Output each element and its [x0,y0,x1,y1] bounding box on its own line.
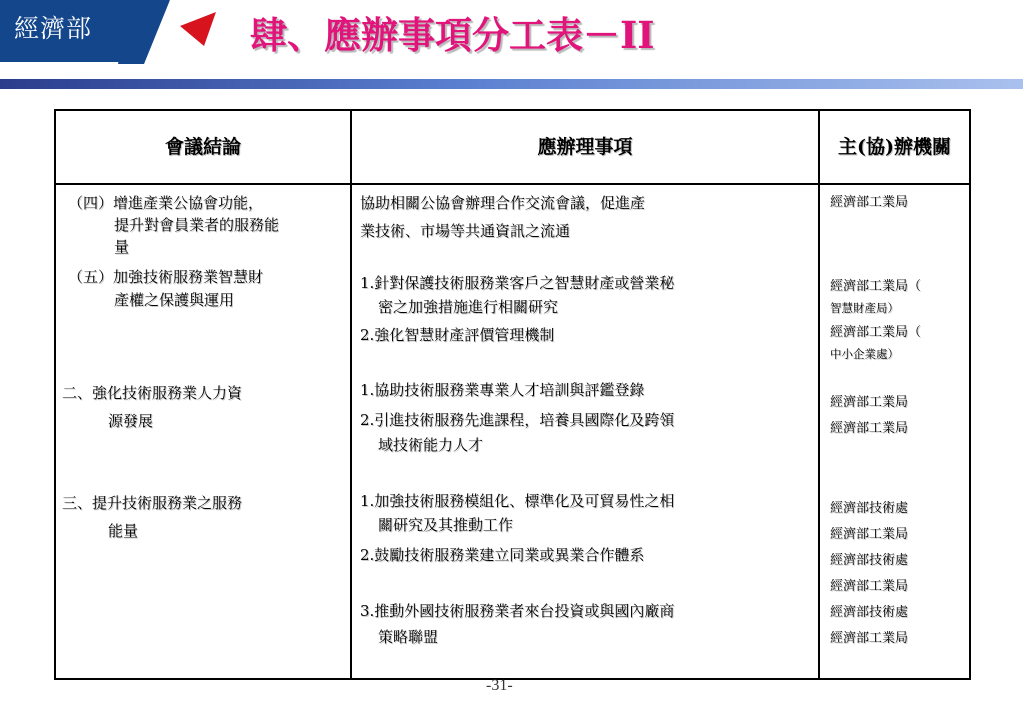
logo-text: 經濟部 [14,14,93,43]
agency-cell [819,184,970,679]
task-line: 2.強化智慧財產評價管理機制 [360,326,555,344]
conclusion-line: （四）增進產業公協會功能， [68,194,264,212]
conclusion-line: 三、提升技術服務業之服務 [62,494,243,512]
tasks-cell [351,184,819,679]
conclusion-line: 源發展 [108,412,154,430]
agency-line: 經濟部工業局 [830,421,909,436]
task-line: 業技術、市場等共通資訊之流通 [360,222,571,240]
conclusion-line: 能量 [108,522,139,540]
header-tasks: 應辦理事項 [351,110,819,184]
page-title: 肆、應辦事項分工表－II [250,13,655,57]
agency-line: 經濟部工業局 [830,395,909,410]
agency-line: 經濟部工業局（ [830,325,922,340]
task-line: 3.推動外國技術服務業者來台投資或與國內廠商 [360,602,675,620]
task-line: 域技術能力人才 [378,436,484,454]
header-agency-label: 主(協)辦機關 [838,136,951,158]
agency-line: 經濟部工業局（ [830,279,922,294]
logo-emblem-icon [118,0,228,64]
task-line: 2.引進技術服務先進課程，培養具國際化及跨領 [360,411,675,429]
conclusion-cell [55,184,351,679]
task-line: 1.加強技術服務模組化、標準化及可貿易性之相 [360,492,675,510]
agency-line: 智慧財產局） [830,301,899,315]
page-number: -31- [486,677,513,694]
task-line: 協助相關公協會辦理合作交流會議，促進產 [360,194,646,212]
agency-line: 經濟部工業局 [830,195,909,210]
task-line: 關研究及其推動工作 [378,516,514,534]
task-allocation-table [54,109,971,680]
header-conclusion: 會議結論 [55,110,351,184]
task-line: 1.協助技術服務業專業人才培訓與評鑑登錄 [360,381,645,399]
header-divider-bar [0,79,1023,89]
conclusion-line: 量 [114,238,130,256]
task-line: 策略聯盟 [378,628,439,646]
conclusion-line: 提升對會員業者的服務能 [114,216,280,234]
agency-line: 中小企業處） [830,347,899,361]
table-row [55,184,970,679]
task-line: 2.鼓勵技術服務業建立同業或異業合作體系 [360,546,645,564]
task-line: 1.針對保護技術服務業客戶之智慧財產或營業秘 [360,274,675,292]
header-agency [819,110,970,184]
conclusion-line: 產權之保護與運用 [114,291,235,309]
agency-line: 經濟部技術處 [830,605,909,620]
logo-box [0,0,130,62]
conclusion-line: （五）加強技術服務業智慧財 [68,268,264,286]
agency-line: 經濟部工業局 [830,579,909,594]
agency-line: 經濟部技術處 [830,553,909,568]
agency-line: 經濟部技術處 [830,501,909,516]
conclusion-line: 二、強化技術服務業人力資 [62,384,243,402]
agency-line: 經濟部工業局 [830,631,909,646]
table-header-row [55,110,970,184]
task-line: 密之加強措施進行相關研究 [378,298,559,316]
agency-line: 經濟部工業局 [830,527,909,542]
